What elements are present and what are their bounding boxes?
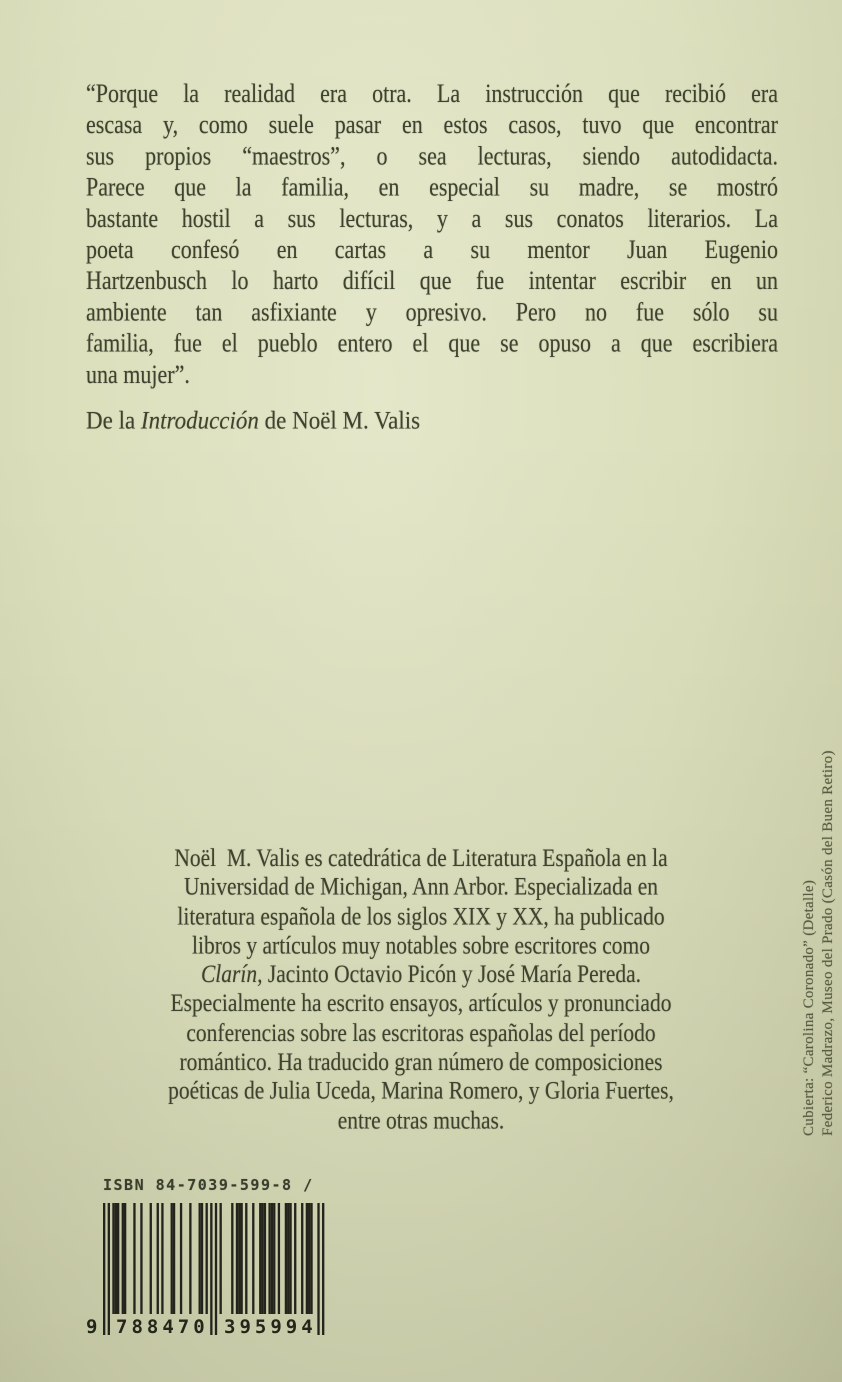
bio-line [68,960,774,989]
quote-line: familia, fue el pueblo entero el que se opuso a que escribiera [86,327,778,358]
author-bio [68,843,774,1135]
bio-line [68,843,774,872]
quote-line: Parece que la familia, en especial su madre, se mostró [86,171,778,202]
quote-line: escasa y, como suele pasar en estos casos, tuvo que encontrar [86,109,778,140]
quote-line: “Porque la realidad era otra. La instrucción que recibió era [86,78,778,108]
text-run: Especialmente ha escrito ensayos, artículos y pronunciado [170,988,672,1018]
barcode-digits-left: 788470 [116,1316,209,1338]
cover-art-credit [800,651,838,1136]
quote-line: sus propios “maestros”, o sea lecturas, siendo autodidacta. [86,140,778,171]
text-run: Jacinto Octavio Picón y José María Pereda. [262,959,642,989]
text-run: conferencias sobre las escritoras españolas del período [186,1017,656,1047]
italic-text: Introducción [140,406,259,434]
bio-line [68,872,774,901]
italic-text: Clarín, [200,959,263,989]
quote-line: ambiente tan asfixiante y opresivo. Pero no fue sólo su [86,296,778,327]
bio-line [68,1018,774,1047]
text-run: libros y artículos muy notables sobre escritores como [192,930,650,960]
quote-line: bastante hostil a sus lecturas, y a sus conatos literarios. La [86,202,778,233]
credit-line: Federico Madrazo, Museo del Prado (Casón del Buen Retiro) [820,750,836,1136]
attribution-line [86,406,420,435]
isbn-label: ISBN 84-7039-599-8 / [103,1176,314,1194]
barcode-digits-right: 395994 [224,1316,317,1338]
bio-line [68,1105,774,1134]
text-run: De la [86,406,141,434]
back-cover-quote [86,78,778,390]
text-run: romántico. Ha traducido gran número de composiciones [179,1047,663,1076]
bio-line [68,989,774,1018]
text-run: poéticas de Julia Uceda, Marina Romero, y Gloria Fuertes, [168,1076,674,1106]
bio-line [68,901,774,930]
quote-line: una mujer”. [86,358,190,389]
text-run: entre otras muchas. [337,1105,505,1135]
text-run: Noël M. Valis es catedrática de Literatura Española en la [174,843,668,872]
bio-line [68,930,774,959]
bio-line [68,1047,774,1076]
text-run: Universidad de Michigan, Ann Arbor. Especializada en [183,872,659,901]
ean-barcode [86,1203,325,1338]
quote-line: poeta confesó en cartas a su mentor Juan Eugenio [86,234,778,264]
credit-line: Cubierta: “Carolina Coronado” (Detalle) [801,879,817,1136]
text-run: literatura española de los siglos XIX y XX, ha publicado [177,901,665,931]
barcode-digit-first: 9 [86,1316,98,1338]
bio-line [68,1076,774,1105]
text-run: de Noël M. Valis [258,406,421,434]
quote-line: Hartzenbusch lo harto difícil que fue intentar escribir en un [86,265,778,296]
